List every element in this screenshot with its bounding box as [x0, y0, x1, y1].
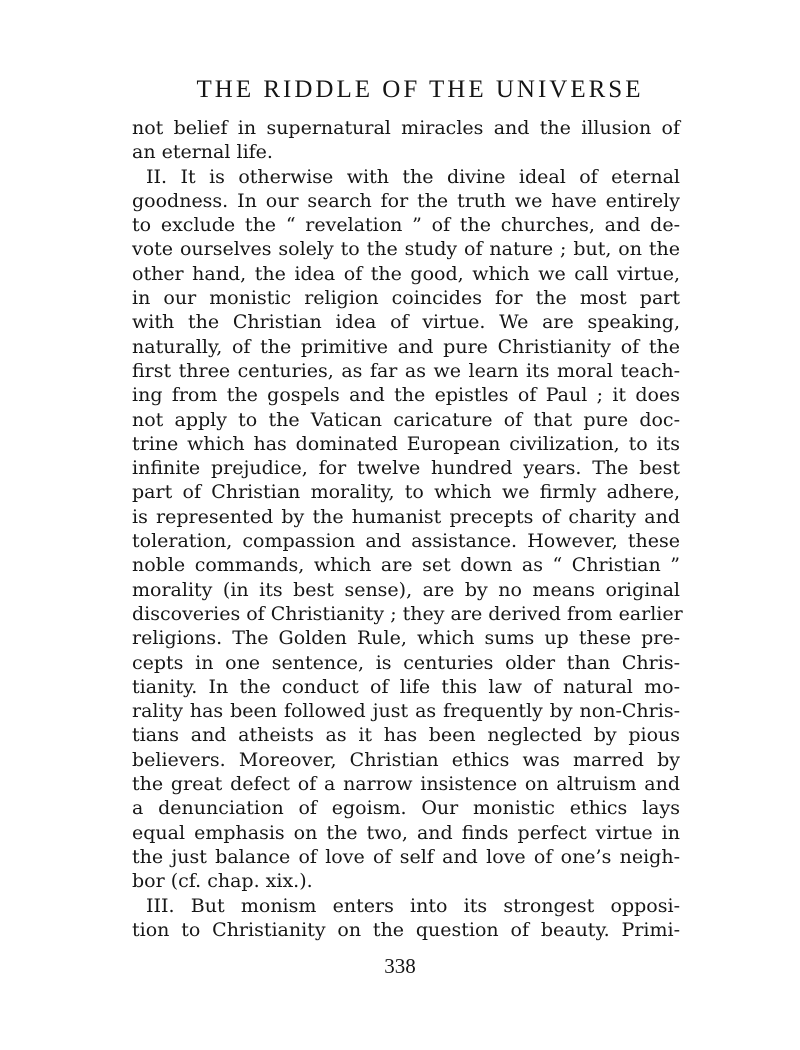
text-line: discoveries of Christianity ; they are derived from earlier: [132, 602, 683, 625]
text-line: morality (in its best sense), are by no means original: [132, 578, 680, 601]
text-line: not belief in supernatural miracles and the illusion of: [132, 117, 680, 139]
text-line: noble commands, which are set down as “ Christian ”: [132, 554, 680, 577]
paragraph-first-line: II. It is otherwise with the divine ideal of eternal: [146, 165, 680, 188]
text-line: to exclude the “ revelation ” of the churches, and de-: [132, 214, 680, 237]
page-number: 338: [384, 954, 416, 978]
paragraph-first-line: III. But monism enters into its strongest opposi-: [146, 894, 680, 917]
text-line: cepts in one sentence, is centuries older than Chris-: [132, 651, 680, 674]
text-line: rality has been followed just as frequently by non-Chris-: [132, 700, 680, 723]
text-line: bor (cf. chap. xix.).: [132, 870, 313, 893]
text-line: in our monistic religion coincides for the most part: [132, 287, 680, 310]
body-text: [132, 116, 683, 942]
text-line: goodness. In our search for the truth we have entirely: [132, 189, 680, 212]
running-head-title: THE RIDDLE OF THE UNIVERSE: [196, 76, 644, 103]
text-line: is represented by the humanist precepts of charity and: [132, 505, 680, 528]
text-line: religions. The Golden Rule, which sums up these pre-: [132, 627, 680, 650]
text-line: tion to Christianity on the question of beauty. Primi-: [132, 918, 680, 941]
text-line: vote ourselves solely to the study of nature ; but, on the: [132, 238, 680, 261]
text-line: the great defect of a narrow insistence on altruism and: [132, 773, 680, 796]
text-line: an eternal life.: [132, 141, 273, 164]
text-line: naturally, of the primitive and pure Christianity of the: [132, 335, 680, 358]
text-line: toleration, compassion and assistance. However, these: [132, 530, 680, 553]
text-line: tians and atheists as it has been neglected by pious: [132, 724, 680, 747]
text-line: not apply to the Vatican caricature of that pure doc-: [132, 408, 680, 431]
text-line: tianity. In the conduct of life this law of natural mo-: [132, 675, 680, 698]
text-line: trine which has dominated European civilization, to its: [132, 432, 680, 455]
text-line: infinite prejudice, for twelve hundred years. The best: [132, 457, 680, 480]
text-line: ing from the gospels and the epistles of Paul ; it does: [132, 384, 680, 407]
text-line: the just balance of love of self and love of one’s neigh-: [132, 845, 680, 868]
text-line: other hand, the idea of the good, which we call virtue,: [132, 262, 680, 285]
text-line: a denunciation of egoism. Our monistic ethics lays: [132, 797, 680, 820]
text-line: first three centuries, as far as we learn its moral teach-: [132, 359, 680, 382]
text-line: believers. Moreover, Christian ethics was marred by: [132, 748, 680, 771]
text-line: part of Christian morality, to which we firmly adhere,: [132, 481, 680, 504]
text-line: equal emphasis on the two, and finds perfect virtue in: [132, 821, 680, 844]
text-line: with the Christian idea of virtue. We are speaking,: [132, 311, 680, 334]
